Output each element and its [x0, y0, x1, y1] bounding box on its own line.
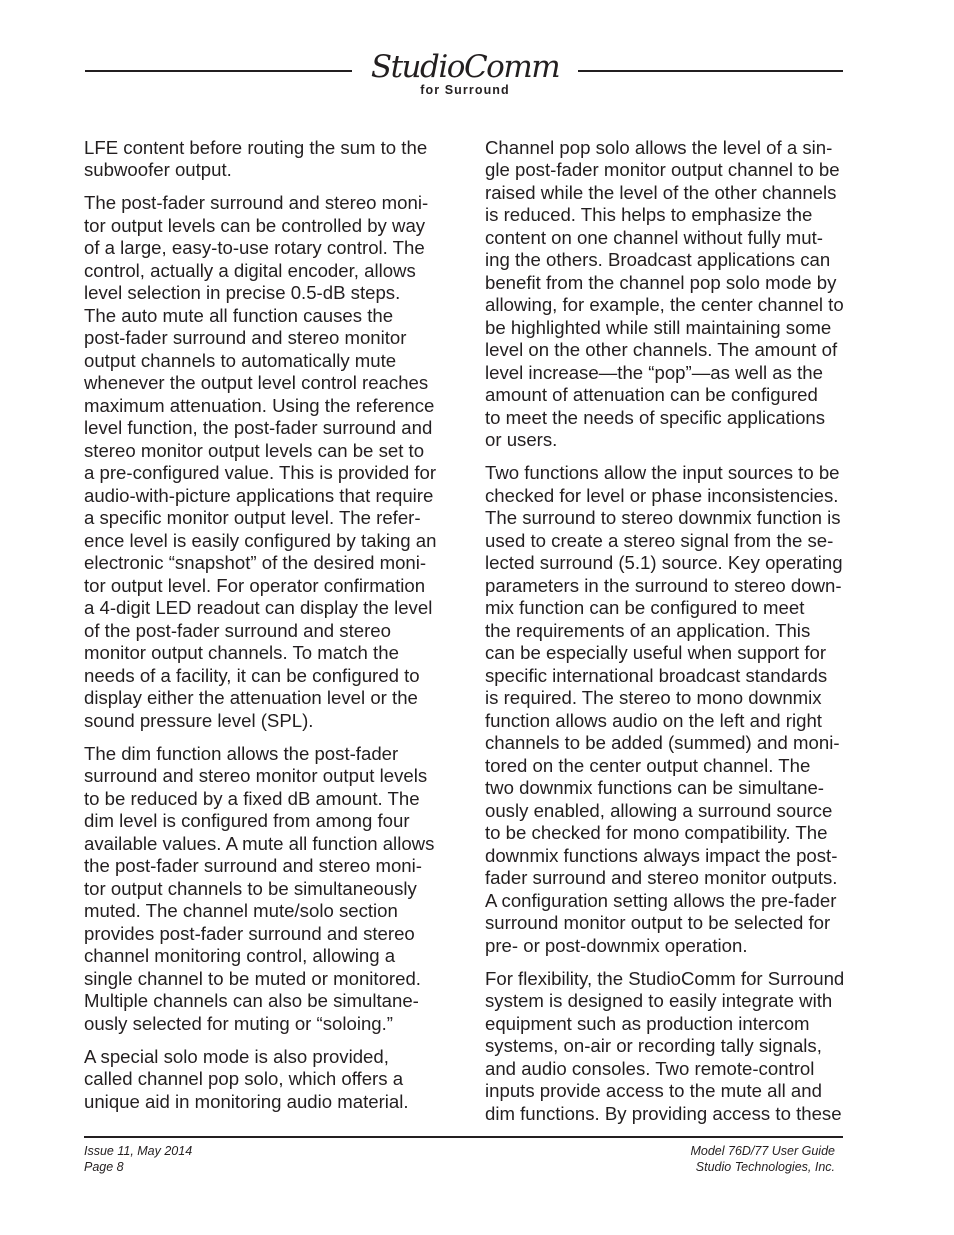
text-line: The auto mute all function causes the: [84, 304, 394, 326]
text-line: Channel pop solo allows the level of a sin-: [485, 136, 833, 158]
text-line: audio-with-picture applications that require: [84, 484, 434, 506]
text-line: checked for level or phase inconsistencies.: [485, 484, 839, 506]
text-line: a 4-digit LED readout can display the level: [84, 597, 433, 618]
text-line: gle post-fader monitor output channel to be: [485, 159, 840, 180]
text-line: tor output level. For operator confirmation: [84, 574, 426, 596]
text-line: ing the others. Broadcast applications can: [485, 249, 831, 270]
text-line: dim level is configured from among four: [84, 810, 410, 831]
text-line: or users.: [485, 429, 558, 450]
text-line: raised while the level of the other channels: [485, 181, 837, 203]
paragraph: [485, 462, 844, 957]
text-line: level increase—the “pop”—as well as the: [485, 361, 823, 383]
text-line: unique aid in monitoring audio material.: [84, 1090, 409, 1112]
studiocomm-logo: [365, 49, 565, 97]
text-line: be highlighted while still maintaining some: [485, 316, 832, 338]
text-line: ence level is easily configured by taking an: [84, 529, 437, 551]
text-line: tor output levels can be controlled by way: [84, 214, 426, 236]
text-line: benefit from the channel pop solo mode by: [485, 271, 837, 293]
text-line: is required. The stereo to mono downmix: [485, 687, 822, 708]
text-line: For flexibility, the StudioComm for Surround: [485, 967, 845, 989]
header-rule-right: [578, 70, 843, 72]
paragraph: [84, 1046, 436, 1114]
left-column: [84, 137, 436, 1124]
text-line: a specific monitor output level. The refer-: [84, 507, 421, 528]
text-line: maximum attenuation. Using the reference: [84, 394, 435, 416]
text-line: the post-fader surround and stereo moni-: [84, 855, 422, 876]
text-line: system is designed to easily integrate with: [485, 990, 833, 1011]
text-line: systems, on-air or recording tally signals,: [485, 1035, 822, 1056]
text-line: The post-fader surround and stereo moni-: [84, 192, 429, 213]
text-line: pre- or post-downmix operation.: [485, 934, 748, 956]
text-line: A special solo mode is also provided,: [84, 1045, 389, 1067]
text-line: control, actually a digital encoder, allows: [84, 259, 416, 281]
text-line: available values. A mute all function allows: [84, 832, 435, 854]
paragraph: [485, 137, 844, 452]
right-column: [485, 137, 844, 1136]
text-line: level function, the post-fader surround and: [84, 417, 433, 438]
text-line: post-fader surround and stereo monitor: [84, 327, 407, 348]
text-line: LFE content before routing the sum to the: [84, 136, 428, 158]
text-line: stereo monitor output levels can be set to: [84, 439, 425, 461]
text-line: channel monitoring control, allowing a: [84, 945, 396, 966]
text-line: can be especially useful when support for: [485, 642, 827, 663]
text-line: a pre-configured value. This is provided for: [84, 462, 437, 483]
footer-model: Model 76D/77 User Guide: [690, 1144, 835, 1158]
text-line: content on one channel without fully mut-: [485, 226, 823, 248]
text-line: of the post-fader surround and stereo: [84, 619, 391, 641]
text-line: lected surround (5.1) source. Key operating: [485, 552, 843, 573]
footer-page-number: Page 8: [84, 1160, 124, 1174]
text-line: sound pressure level (SPL).: [84, 709, 314, 731]
footer-company: Studio Technologies, Inc.: [695, 1160, 835, 1174]
paragraph: [84, 192, 436, 732]
text-line: electronic “snapshot” of the desired moni-: [84, 552, 427, 573]
text-line: The dim function allows the post-fader: [84, 742, 399, 764]
text-line: level on the other channels. The amount of: [485, 339, 838, 360]
text-line: ously enabled, allowing a surround source: [485, 799, 833, 821]
text-line: muted. The channel mute/solo section: [84, 900, 398, 921]
text-line: needs of a facility, it can be configured to: [84, 664, 420, 686]
text-line: whenever the output level control reaches: [84, 372, 429, 393]
text-line: the requirements of an application. This: [485, 619, 811, 641]
text-line: surround and stereo monitor output levels: [84, 765, 428, 786]
text-line: output channels to automatically mute: [84, 349, 397, 371]
footer-right: [690, 1143, 835, 1175]
text-line: display either the attenuation level or the: [84, 687, 418, 708]
text-line: and audio consoles. Two remote-control: [485, 1057, 815, 1079]
paragraph: [84, 137, 436, 182]
paragraph: [485, 968, 844, 1126]
text-line: ously selected for muting or “soloing.”: [84, 1012, 394, 1034]
text-line: two downmix functions can be simultane-: [485, 777, 824, 798]
footer-rule: [84, 1136, 843, 1138]
text-line: used to create a stereo signal from the se-: [485, 529, 834, 551]
text-line: dim functions. By providing access to these: [485, 1102, 842, 1124]
text-line: fader surround and stereo monitor outputs.: [485, 867, 838, 888]
text-line: equipment such as production intercom: [485, 1012, 810, 1034]
text-line: Multiple channels can also be simultane-: [84, 990, 419, 1011]
text-line: monitor output channels. To match the: [84, 642, 399, 663]
text-line: specific international broadcast standards: [485, 664, 828, 686]
header-rule-left: [85, 70, 352, 72]
text-line: surround monitor output to be selected for: [485, 912, 831, 933]
text-line: tored on the center output channel. The: [485, 754, 811, 776]
text-line: allowing, for example, the center channel to: [485, 294, 844, 315]
text-line: to be checked for mono compatibility. The: [485, 822, 828, 843]
text-line: called channel pop solo, which offers a: [84, 1068, 404, 1089]
logo-wordmark: StudioComm: [370, 49, 560, 85]
text-line: provides post-fader surround and stereo: [84, 922, 415, 944]
footer-issue: Issue 11, May 2014: [84, 1144, 193, 1158]
text-line: The surround to stereo downmix function is: [485, 507, 841, 528]
text-line: inputs provide access to the mute all and: [485, 1080, 822, 1101]
text-line: A configuration setting allows the pre-fader: [485, 889, 837, 911]
text-line: parameters in the surround to stereo down-: [485, 574, 842, 596]
footer-left: [84, 1143, 192, 1175]
text-line: channels to be added (summed) and moni-: [485, 732, 840, 753]
text-line: amount of attenuation can be configured: [485, 384, 818, 405]
text-line: is reduced. This helps to emphasize the: [485, 204, 813, 225]
logo-subtitle: for Surround: [420, 83, 510, 97]
text-line: of a large, easy-to-use rotary control. The: [84, 237, 425, 258]
text-line: single channel to be muted or monitored.: [84, 967, 421, 989]
paragraph: [84, 743, 436, 1036]
text-line: to meet the needs of specific applications: [485, 406, 826, 428]
text-line: level selection in precise 0.5-dB steps.: [84, 282, 401, 303]
text-line: to be reduced by a fixed dB amount. The: [84, 787, 420, 809]
text-line: Two functions allow the input sources to be: [485, 462, 840, 483]
text-line: tor output channels to be simultaneously: [84, 877, 417, 899]
text-line: function allows audio on the left and right: [485, 709, 822, 731]
text-line: mix function can be configured to meet: [485, 597, 805, 618]
text-line: downmix functions always impact the post-: [485, 844, 838, 866]
text-line: subwoofer output.: [84, 159, 232, 180]
